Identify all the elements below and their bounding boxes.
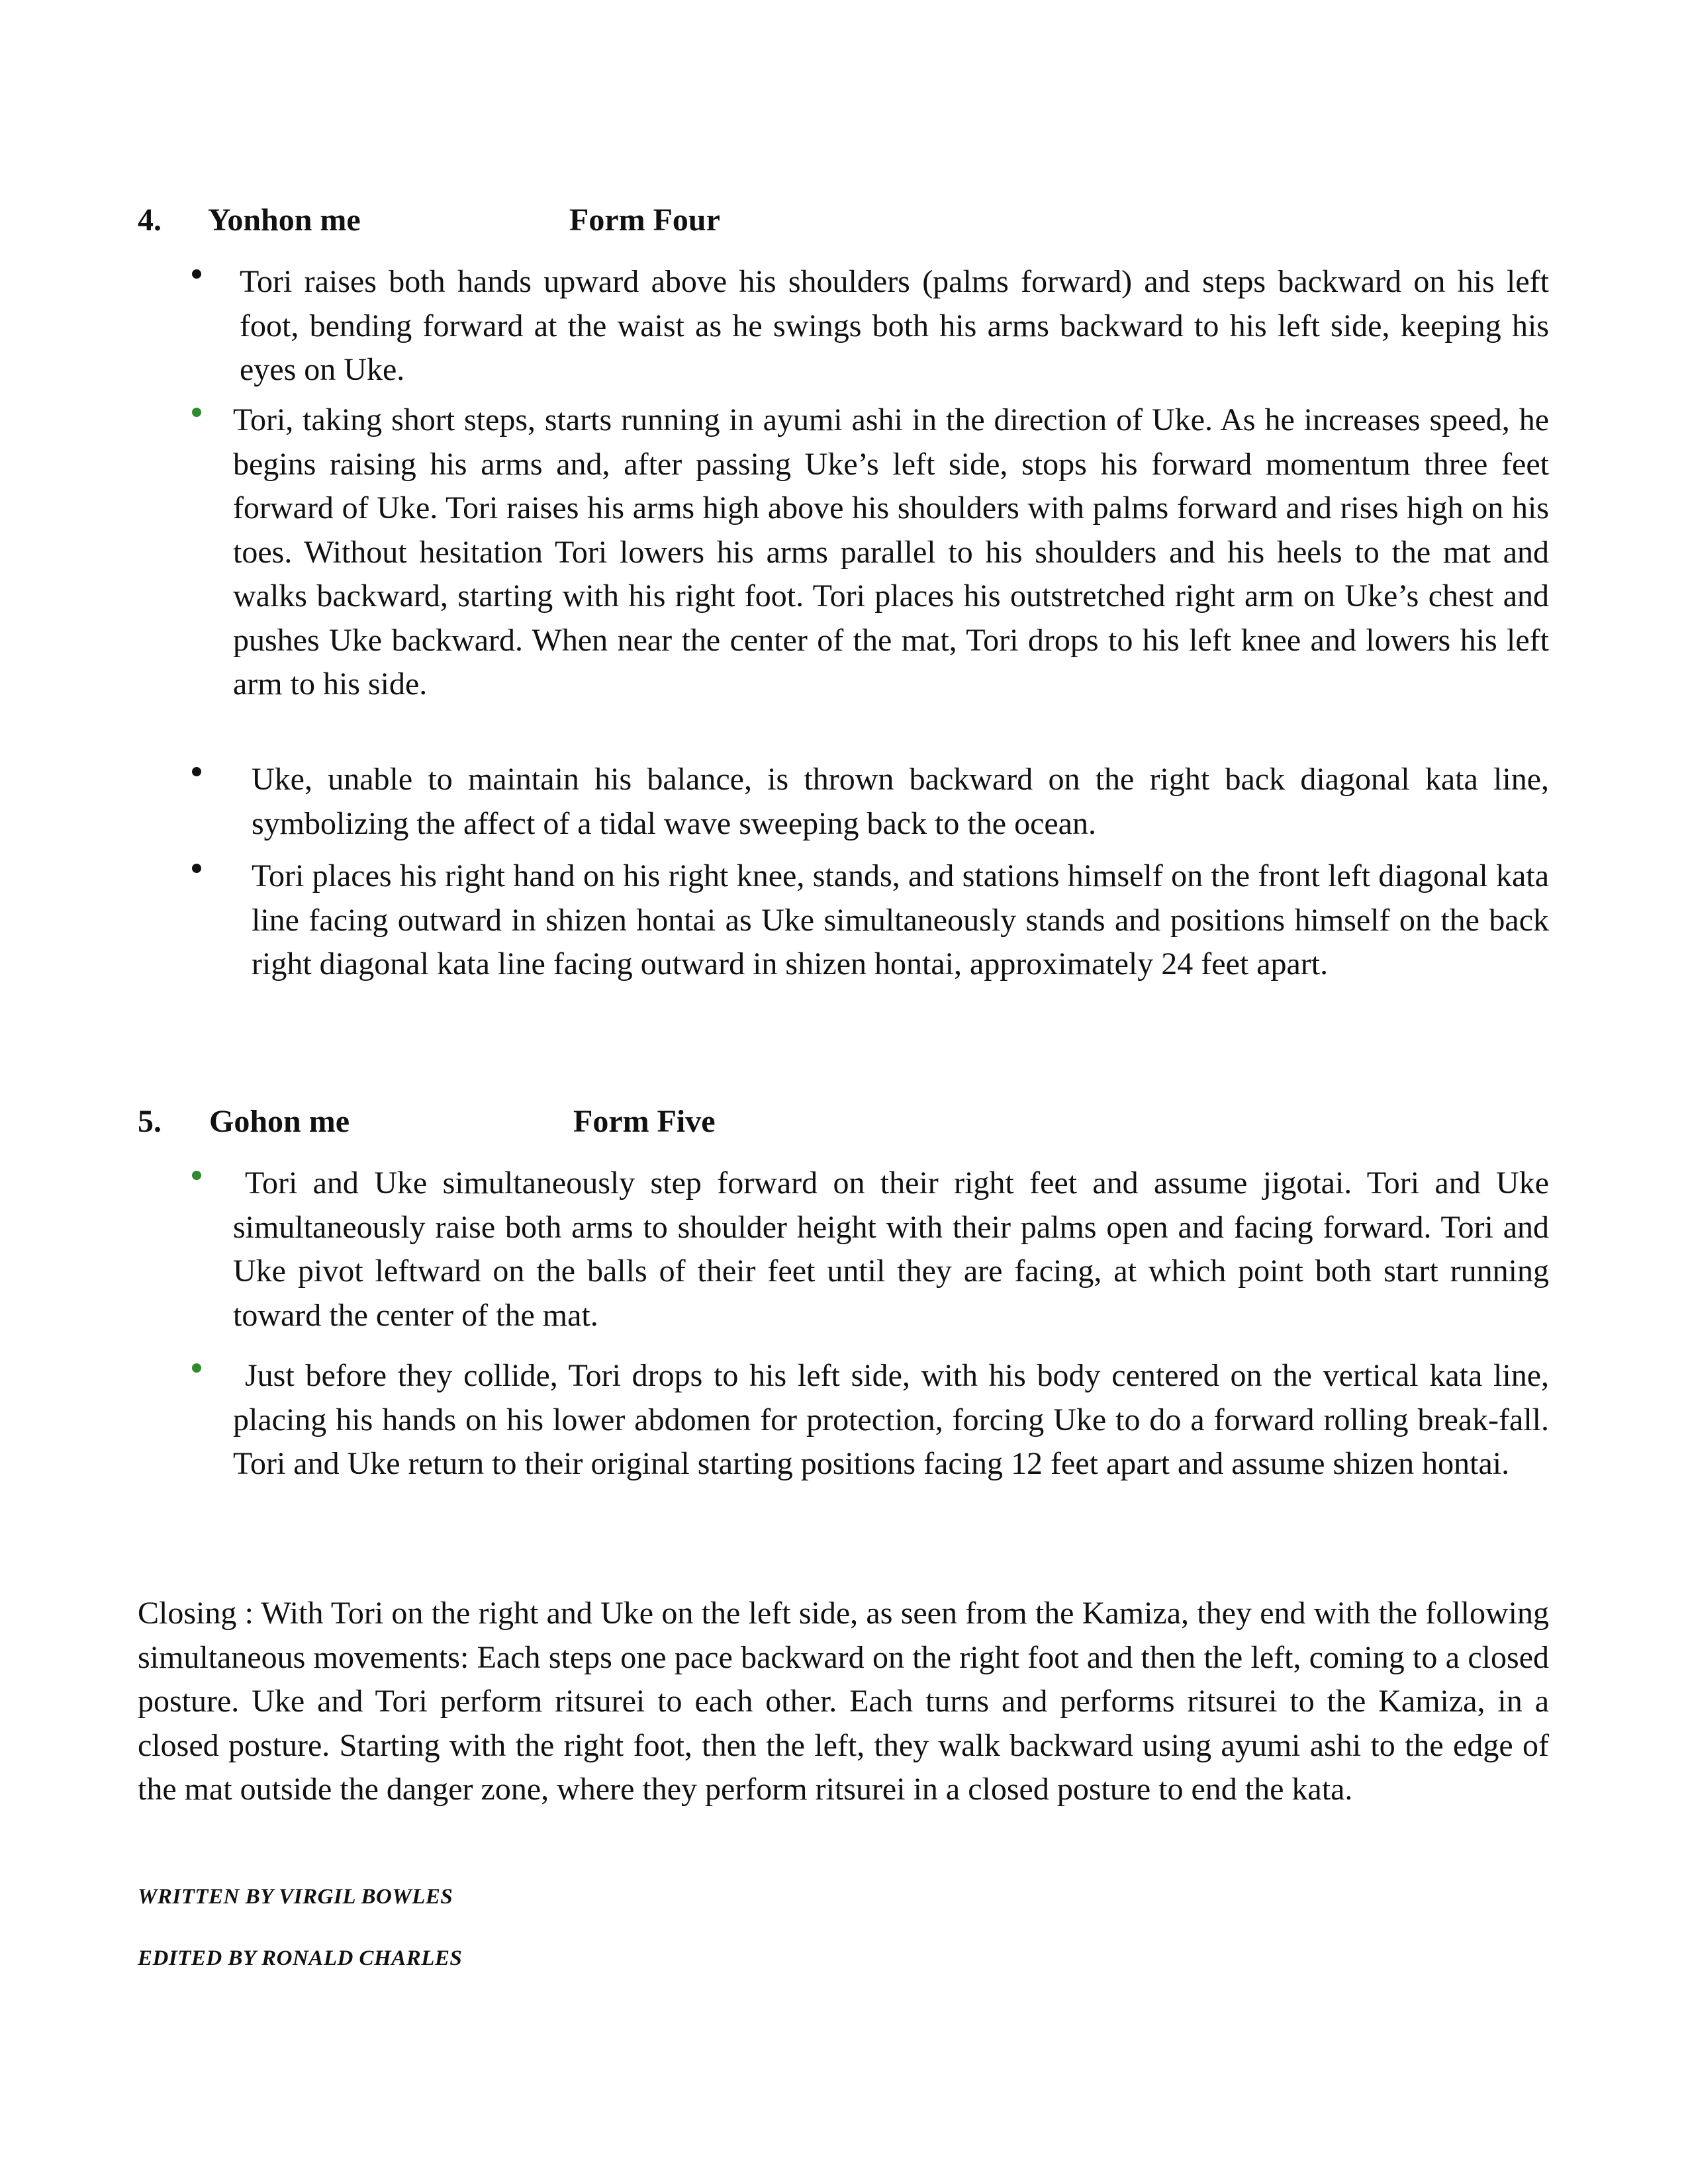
section-5-japanese-title: Gohon me (209, 1104, 350, 1139)
section-5-english-title: Form Five (573, 1104, 716, 1139)
edited-by-credit: EDITED BY RONALD CHARLES (138, 1946, 463, 1970)
bullet-dot-icon (192, 1363, 201, 1373)
bullet-text: Tori, taking short steps, starts running in ayumi ashi in the direction of Uke. As he increases speed, he begins raising his arms and, after passing Uke’s left side, stops his forward momentum three feet forward of Uke. Tori raises his arms high above his shoulders with palms forward and rises high on his toes. Without hesitation Tori lowers his arms parallel to his shoulders and his heels to the mat and walks backward, starting with his right foot. Tori places his outstretched right arm on Uke’s chest and pushes Uke backward. When near the center of the mat, Tori drops to his left knee and lowers his left arm to his side. (233, 402, 1549, 702)
bullet-text: Just before they collide, Tori drops to his left side, with his body centered on the vertical kata line, placing his hands on his lower abdomen for protection, forcing Uke to do a forward rolling break-fall. Tori and Uke return to their original starting positions facing 12 feet apart and assume shizen hontai. (233, 1358, 1549, 1481)
bullet-text: Tori places his right hand on his right knee, stands, and stations himself on the front left diagonal kata line facing outward in shizen hontai as Uke simultaneously stands and positions himself on the back right diagonal kata line facing outward in shizen hontai, approximately 24 feet apart. (252, 858, 1549, 981)
section-4-english-title: Form Four (569, 203, 720, 238)
bullet-dot-icon (192, 269, 201, 279)
written-by-credit: WRITTEN BY VIRGIL BOWLES (138, 1885, 453, 1909)
closing-paragraph: Closing : With Tori on the right and Uke on the left side, as seen from the Kamiza, they end with the following simultaneous movements: Each steps one pace backward on the right foot and then the left, coming to a closed posture. Uke and Tori perform ritsurei to each other. Each turns and performs ritsurei to the Kamiza, in a closed posture. Starting with the right foot, then the left, they walk backward using ayumi ashi to the edge of the mat outside the danger zone, where they perform ritsurei in a closed posture to end the kata. (138, 1596, 1549, 1807)
bullet-dot-icon (192, 408, 201, 417)
section-4-japanese-title: Yonhon me (208, 203, 361, 238)
bullet-text: Uke, unable to maintain his balance, is thrown backward on the right back diagonal kata line, symbolizing the affect of a tidal wave sweeping back to the ocean. (252, 762, 1549, 841)
bullet-dot-icon (192, 1171, 201, 1180)
bullet-dot-icon (192, 864, 201, 873)
bullet-text: Tori raises both hands upward above his shoulders (palms forward) and steps backward on his left foot, bending forward at the waist as he swings both his arms backward to his left side, keeping his eyes on Uke. (240, 264, 1549, 387)
section-4-number: 4. (138, 203, 162, 238)
bullet-dot-icon (192, 767, 201, 776)
section-5-number: 5. (138, 1104, 162, 1139)
bullet-text: Tori and Uke simultaneously step forward on their right feet and assume jigotai. Tori and Uke simultaneously raise both arms to shoulder height with their palms open and facing forward. Tori and Uke pivot leftward on the balls of their feet until they are facing, at which point both start running toward the center of the mat. (233, 1165, 1549, 1333)
